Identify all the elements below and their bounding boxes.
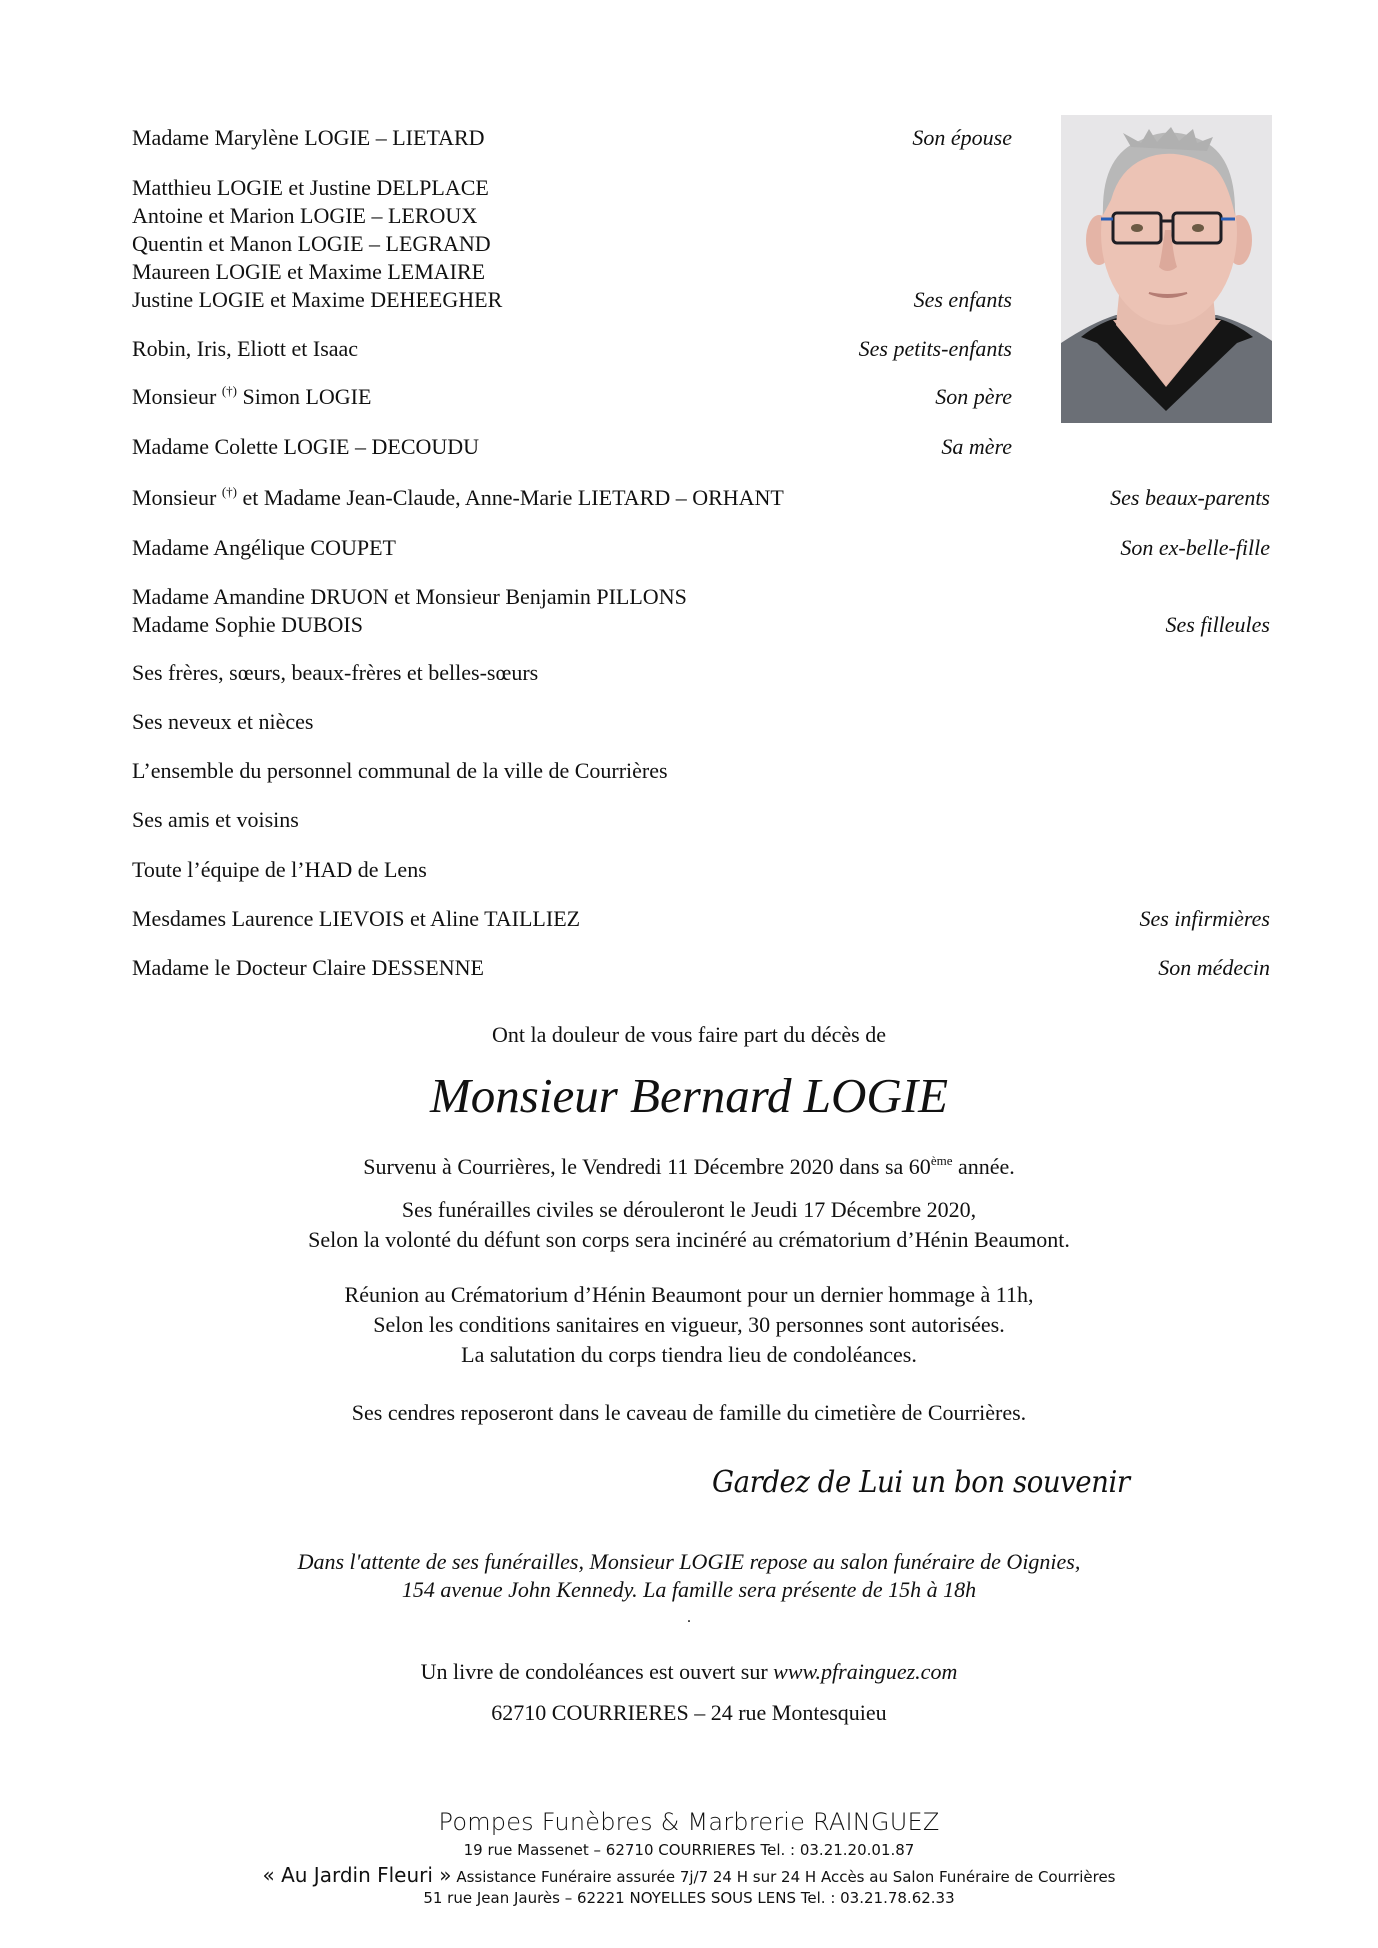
relation-parents-in-law: Ses beaux-parents (1110, 485, 1270, 510)
deceased-dagger-mark: (†) (221, 484, 237, 499)
family-address: 62710 COURRIERES – 24 rue Montesquieu (491, 1700, 887, 1725)
family-nephews-nieces: Ses neveux et nièces (132, 709, 314, 734)
repose-line: 154 avenue John Kennedy. La famille sera présente de 15h à 18h (401, 1577, 977, 1602)
in-law-prefix: Monsieur (132, 485, 217, 510)
relation-children: Ses enfants (913, 287, 1012, 312)
portrait-image (1061, 115, 1272, 423)
family-child: Antoine et Marion LOGIE – LEROUX (132, 203, 478, 228)
funeral-line: Ses funérailles civiles se dérouleront le Jeudi 17 Décembre 2020, (401, 1197, 977, 1222)
relation-nurses: Ses infirmières (1139, 906, 1270, 931)
branch-line (0, 1863, 1378, 1889)
relation-grandchildren: Ses petits-enfants (858, 336, 1012, 361)
family-had-team: Toute l’équipe de l’HAD de Lens (132, 857, 427, 882)
death-details-end: année. (952, 1154, 1015, 1179)
father-prefix: Monsieur (132, 384, 217, 409)
father-name: Simon LOGIE (242, 384, 372, 409)
condolence-line (0, 1657, 1378, 1687)
relation-goddaughters: Ses filleules (1165, 612, 1270, 637)
family-child: Matthieu LOGIE et Justine DELPLACE (132, 175, 489, 200)
family-siblings: Ses frères, sœurs, beaux-frères et belles-sœurs (132, 660, 539, 685)
ordinal-suffix: ème (930, 1153, 953, 1168)
stray-dot: . (687, 1609, 691, 1626)
funeral-home-address: 19 rue Massenet – 62710 COURRIERES Tel. : 03.21.20.01.87 (463, 1841, 915, 1859)
repose-line: Dans l'attente de ses funérailles, Monsieur LOGIE repose au salon funéraire de Oignies, (297, 1549, 1081, 1574)
branch-services: Assistance Funéraire assurée 7j/7 24 H sur 24 H Accès au Salon Funéraire de Courrières (451, 1868, 1116, 1886)
funeral-home-name: Pompes Funèbres & Marbrerie RAINGUEZ (438, 1808, 940, 1836)
family-spouse: Madame Marylène LOGIE – LIETARD (132, 125, 485, 150)
family-goddaughter: Madame Amandine DRUON et Monsieur Benjamin PILLONS (132, 584, 687, 609)
family-child: Maureen LOGIE et Maxime LEMAIRE (132, 259, 486, 284)
condolence-text: Un livre de condoléances est ouvert sur (420, 1659, 774, 1684)
family-municipal-staff: L’ensemble du personnel communal de la ville de Courrières (132, 758, 668, 783)
family-mother: Madame Colette LOGIE – DECOUDU (132, 434, 480, 459)
relation-ex-daughter-in-law: Son ex-belle-fille (1120, 535, 1270, 560)
portrait-photo (1061, 115, 1272, 423)
branch-address: 51 rue Jean Jaurès – 62221 NOYELLES SOUS LENS Tel. : 03.21.78.62.33 (423, 1889, 955, 1907)
meeting-line: Selon les conditions sanitaires en vigueur, 30 personnes sont autorisées. (373, 1312, 1005, 1337)
relation-father: Son père (935, 384, 1012, 409)
ashes-line: Ses cendres reposeront dans le caveau de famille du cimetière de Courrières. (351, 1400, 1027, 1425)
meeting-line: La salutation du corps tiendra lieu de condoléances. (461, 1342, 917, 1367)
family-goddaughter: Madame Sophie DUBOIS (132, 612, 363, 637)
relation-spouse: Son épouse (912, 125, 1012, 150)
relation-doctor: Son médecin (1158, 955, 1270, 980)
family-child: Justine LOGIE et Maxime DEHEEGHER (132, 287, 503, 312)
family-grandchildren: Robin, Iris, Eliott et Isaac (132, 336, 359, 361)
in-law-names: et Madame Jean-Claude, Anne-Marie LIETARD – ORHANT (242, 485, 784, 510)
death-details-text: Survenu à Courrières, le Vendredi 11 Décembre 2020 dans sa 60 (363, 1154, 931, 1179)
meeting-line: Réunion au Crématorium d’Hénin Beaumont pour un dernier hommage à 11h, (344, 1282, 1034, 1307)
family-doctor: Madame le Docteur Claire DESSENNE (132, 955, 484, 980)
funeral-line: Selon la volonté du défunt son corps sera incinéré au crématorium d’Hénin Beaumont. (308, 1227, 1070, 1252)
family-parents-in-law (132, 484, 784, 512)
branch-name: « Au Jardin Fleuri » (262, 1863, 452, 1887)
deceased-name: Monsieur Bernard LOGIE (429, 1068, 949, 1123)
deceased-dagger-mark: (†) (221, 383, 237, 398)
family-ex-daughter-in-law: Madame Angélique COUPET (132, 535, 396, 560)
relation-mother: Sa mère (941, 434, 1012, 459)
condolence-website-link[interactable]: www.pfrainguez.com (773, 1659, 958, 1684)
death-details (0, 1152, 1378, 1182)
announcement-intro: Ont la douleur de vous faire part du décès de (491, 1022, 887, 1047)
family-nurses: Mesdames Laurence LIEVOIS et Aline TAILLIEZ (132, 906, 581, 931)
family-child: Quentin et Manon LOGIE – LEGRAND (132, 231, 491, 256)
family-father (132, 383, 371, 411)
family-friends: Ses amis et voisins (132, 807, 299, 832)
memorial-motto: Gardez de Lui un bon souvenir (712, 1465, 1130, 1500)
